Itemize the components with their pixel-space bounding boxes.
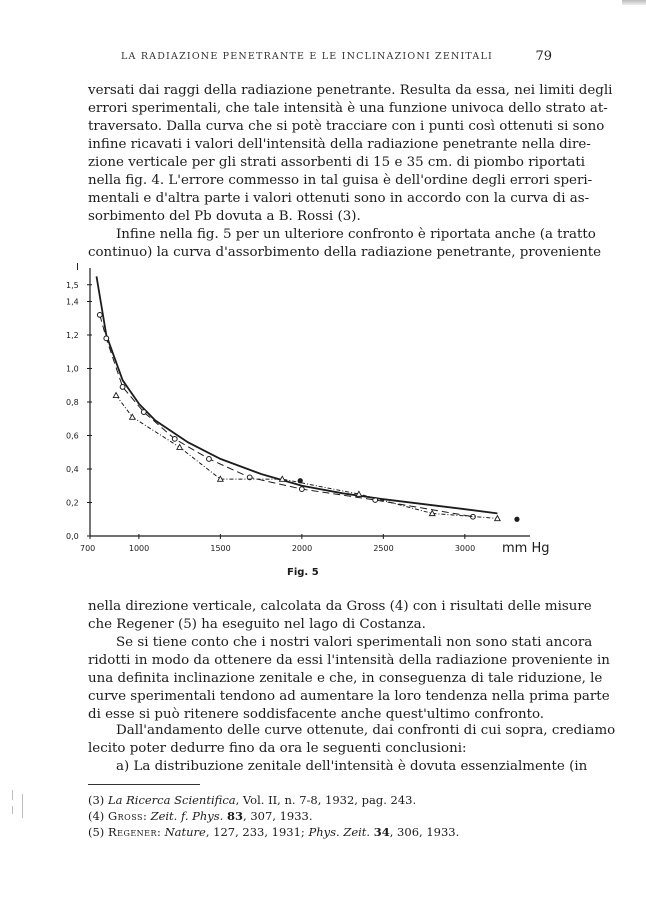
scan-margin-mark <box>12 790 13 800</box>
figure-5 <box>60 258 560 558</box>
data-point-triangle <box>113 393 119 398</box>
footnote-journal: La Ricerca Scientifica <box>107 793 236 807</box>
scan-margin-mark <box>12 806 13 814</box>
text-line: che Regener (5) ha eseguito nel lago di Costanza. <box>88 617 426 632</box>
text-line: mentali e d'altra parte i valori ottenuti sono in accordo con la curva di as- <box>88 191 590 206</box>
text-line: a) La distribuzione zenitale dell'intensità è dovuta essenzialmente (in <box>116 759 588 774</box>
footnote-rule <box>88 784 200 785</box>
text-line: di esse si può ritenere soddisfacente anche quest'ultimo confronto. <box>88 707 545 722</box>
y-tick-label: 0,2 <box>66 498 79 508</box>
text-line: curve sperimentali tendono ad aumentare la loro tendenza nella prima parte <box>88 689 610 704</box>
figure-caption: Fig. 5 <box>287 567 319 578</box>
footnote-journal: Phys. Zeit. <box>308 825 371 839</box>
footnote-journal: Zeit. f. Phys. <box>150 809 224 823</box>
body-text-top <box>88 82 613 262</box>
x-tick-label: 3000 <box>454 544 476 553</box>
page-number: 79 <box>535 49 552 64</box>
text-line: traversato. Dalla curva che si potè tracciare con i punti così ottenuti si sono <box>88 119 605 134</box>
running-head: LA RADIAZIONE PENETRANTE E LE INCLINAZIONI ZENITALI <box>121 51 493 62</box>
footnote-volume: 83 <box>227 809 244 823</box>
footnote-number: (5) <box>88 825 105 839</box>
footnote-number: (3) <box>88 793 105 807</box>
footnote-3 <box>88 793 548 809</box>
y-tick-label: 1,4 <box>66 297 79 307</box>
text-line: una definita inclinazione zenitale e che, in conseguenza di tale riduzione, le <box>88 671 603 686</box>
x-tick-label: 1000 <box>128 544 150 553</box>
text-line: Infine nella fig. 5 per un ulteriore confronto è riportata anche (a tratto <box>116 227 596 242</box>
data-point-open-circle <box>141 410 146 415</box>
y-tick-label: 0,4 <box>66 465 79 474</box>
text-line: versati dai raggi della radiazione penetrante. Resulta da essa, nei limiti degli <box>88 83 613 98</box>
scan-corner-mark <box>622 0 646 5</box>
absorption-chart <box>60 258 560 558</box>
footnote-4: (4) Gross: Zeit. f. Phys. 83, 307, 1933. <box>88 809 313 823</box>
text-line: zione verticale per gli strati assorbenti di 15 e 35 cm. di piombo riportati <box>88 155 585 170</box>
data-point-open-circle <box>97 313 102 318</box>
y-axis-label: I <box>76 262 79 273</box>
page-header <box>72 49 552 69</box>
data-point-triangle <box>177 444 183 449</box>
x-tick-label: 1500 <box>210 544 231 553</box>
text-line: errori sperimentali, che tale intensità è una funzione univoca dello strato at- <box>88 101 608 116</box>
data-point-open-circle <box>172 436 177 441</box>
text-line: nella direzione verticale, calcolata da Gross (4) con i risultati delle misure <box>88 599 592 614</box>
series-line <box>116 395 497 518</box>
text-line: Se si tiene conto che i nostri valori sperimentali non sono stati ancora <box>116 635 593 650</box>
data-point-open-circle <box>207 457 212 462</box>
y-tick-label: 0,6 <box>66 431 79 441</box>
x-tick-label: 2000 <box>291 544 313 553</box>
footnote-details: , 307, 1933. <box>243 809 313 823</box>
series-line <box>100 315 473 517</box>
text-line: ridotti in modo da ottenere da essi l'intensità della radiazione proveniente in <box>88 653 610 668</box>
y-tick-label: 0,0 <box>66 532 79 541</box>
series-line <box>97 276 498 513</box>
footnote-journal: Nature <box>164 825 206 839</box>
footnote-details: , Vol. II, n. 7-8, 1932, pag. 243. <box>235 793 417 807</box>
text-line: sorbimento del Pb dovuta a B. Rossi (3). <box>88 209 361 224</box>
data-point-open-circle <box>104 336 109 341</box>
footnote-5: (5) Regener: Nature, 127, 233, 1931; Phys. Zeit. 34, 306, 1933. <box>88 825 460 839</box>
footnote-author: Gross <box>107 809 144 823</box>
footnote-number: (4) <box>88 809 105 823</box>
footnote-author: Regener <box>107 825 158 839</box>
y-tick-label: 1,2 <box>66 331 79 340</box>
y-tick-label: 1,0 <box>66 364 79 374</box>
text-line: infine ricavati i valori dell'intensità della radiazione penetrante nella dire- <box>88 137 591 152</box>
x-tick-label: 700 <box>80 544 96 553</box>
data-point-open-circle <box>120 385 125 390</box>
body-text-bottom <box>88 720 616 780</box>
footnote-details: , 127, 233, 1931; <box>205 825 305 839</box>
footnote-volume: 34 <box>373 825 390 839</box>
y-tick-label: 1,5 <box>66 280 79 290</box>
x-tick-label: 2500 <box>373 544 394 553</box>
data-point-open-circle <box>299 487 304 492</box>
data-point-filled-circle <box>298 478 303 483</box>
y-tick-label: 0,8 <box>66 398 79 407</box>
scan-margin-mark <box>22 794 23 818</box>
text-line: lecito poter dedurre fino da ora le seguenti conclusioni: <box>88 741 467 756</box>
text-line: continuo) la curva d'assorbimento della radiazione penetrante, proveniente <box>88 245 602 260</box>
text-line: Dall'andamento delle curve ottenute, dai confronti di cui sopra, crediamo <box>116 723 616 738</box>
body-text-middle <box>88 598 610 722</box>
text-line: nella fig. 4. L'errore commesso in tal guisa è dell'ordine degli errori speri- <box>88 173 593 188</box>
data-point-filled-circle <box>514 517 519 522</box>
x-axis-unit-label: mm Hg <box>502 541 550 556</box>
footnote-details: , 306, 1933. <box>389 825 460 839</box>
